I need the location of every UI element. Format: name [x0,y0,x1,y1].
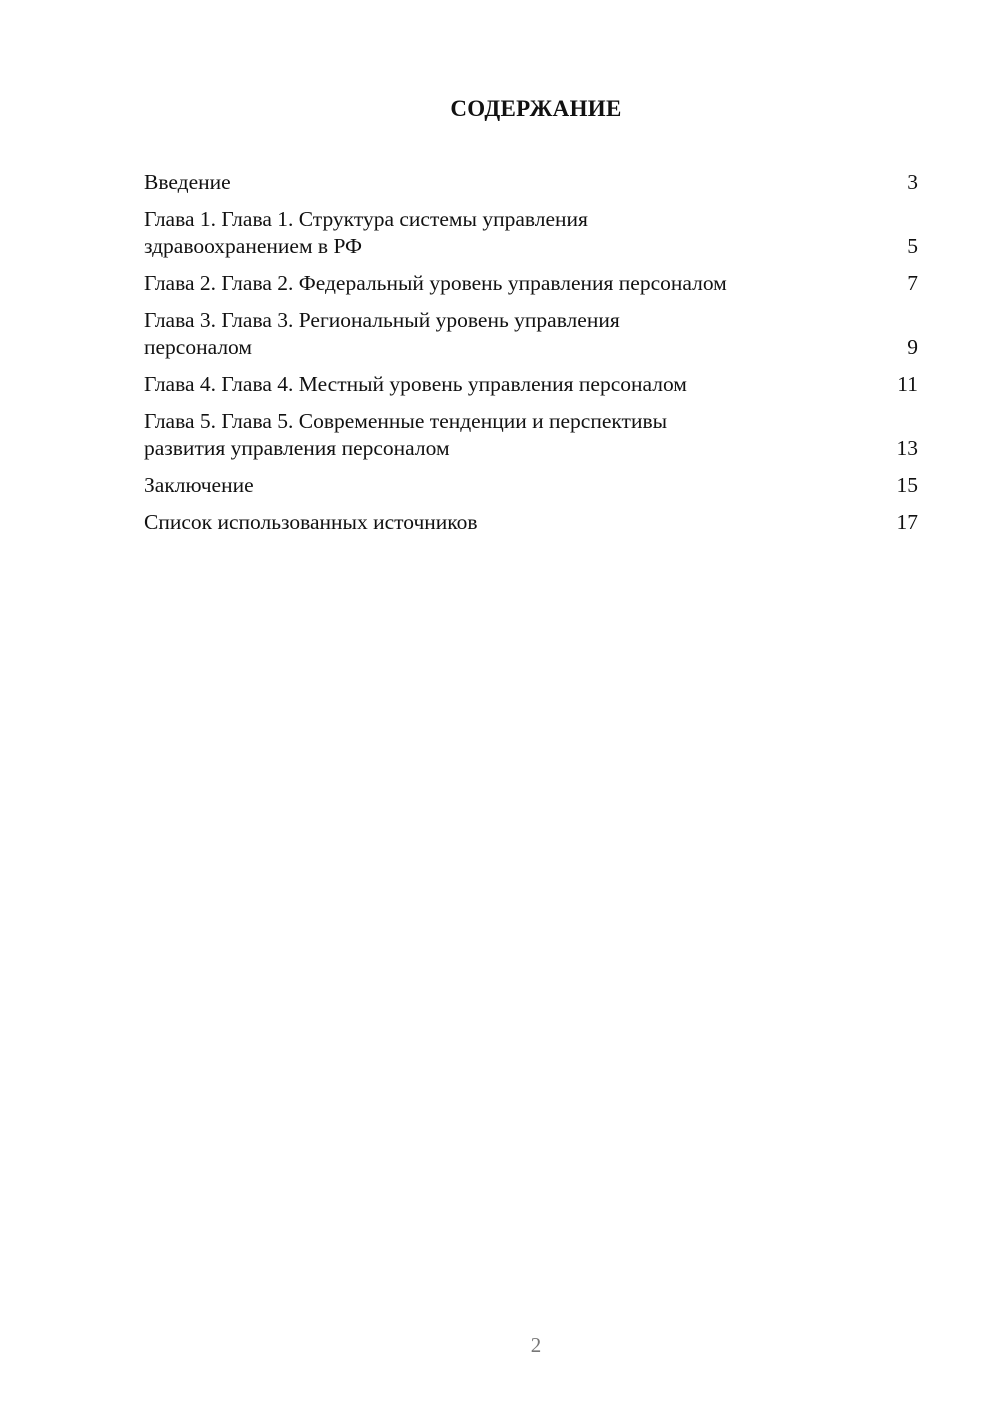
toc-entry-page: 15 [896,473,918,497]
toc-entry-conclusion [144,472,918,499]
toc-entry-page: 9 [907,335,918,359]
toc-entry-page: 17 [896,510,918,534]
toc-entry-line: Глава 4. Глава 4. Местный уровень управления персоналом [144,372,687,396]
toc-entry-text [144,472,254,499]
toc-entry-line: Глава 5. Глава 5. Современные тенденции и перспективы [144,409,668,433]
toc-entry-chapter-3 [144,307,918,361]
toc-entry-chapter-4 [144,371,918,398]
toc-entry-chapter-5 [144,408,918,462]
toc-entry-chapter-1 [144,206,918,260]
page-number: 2 [530,1333,542,1357]
toc-entry-line: Глава 1. Глава 1. Структура системы управления [144,207,588,231]
toc-entry-line: Глава 2. Глава 2. Федеральный уровень управления персоналом [144,271,727,295]
toc-entry-page: 3 [907,170,918,194]
toc-entry-line: Список использованных источников [144,510,478,534]
toc-entry-line: Заключение [144,473,254,497]
toc-entry-page: 13 [896,436,918,460]
toc-entry-text [144,307,620,361]
toc-entry-introduction [144,169,918,196]
toc-entry-page: 5 [907,234,918,258]
toc-entry-chapter-2 [144,270,918,297]
toc-entry-text [144,371,687,398]
toc-entry-page: 7 [907,271,918,295]
toc-entry-line: развития управления персоналом [144,436,450,460]
toc-entry-text [144,270,727,297]
toc-entry-page: 11 [897,372,918,396]
toc-entry-text [144,206,588,260]
table-of-contents [144,169,918,546]
toc-entry-text [144,509,478,536]
toc-title: СОДЕРЖАНИЕ [450,96,622,121]
toc-entry-references [144,509,918,536]
toc-entry-line: Введение [144,170,231,194]
toc-entry-line: персоналом [144,335,253,359]
toc-entry-text [144,408,667,462]
toc-entry-line: здравоохранением в РФ [144,234,363,258]
toc-entry-line: Глава 3. Глава 3. Региональный уровень управления [144,308,620,332]
toc-entry-text [144,169,231,196]
